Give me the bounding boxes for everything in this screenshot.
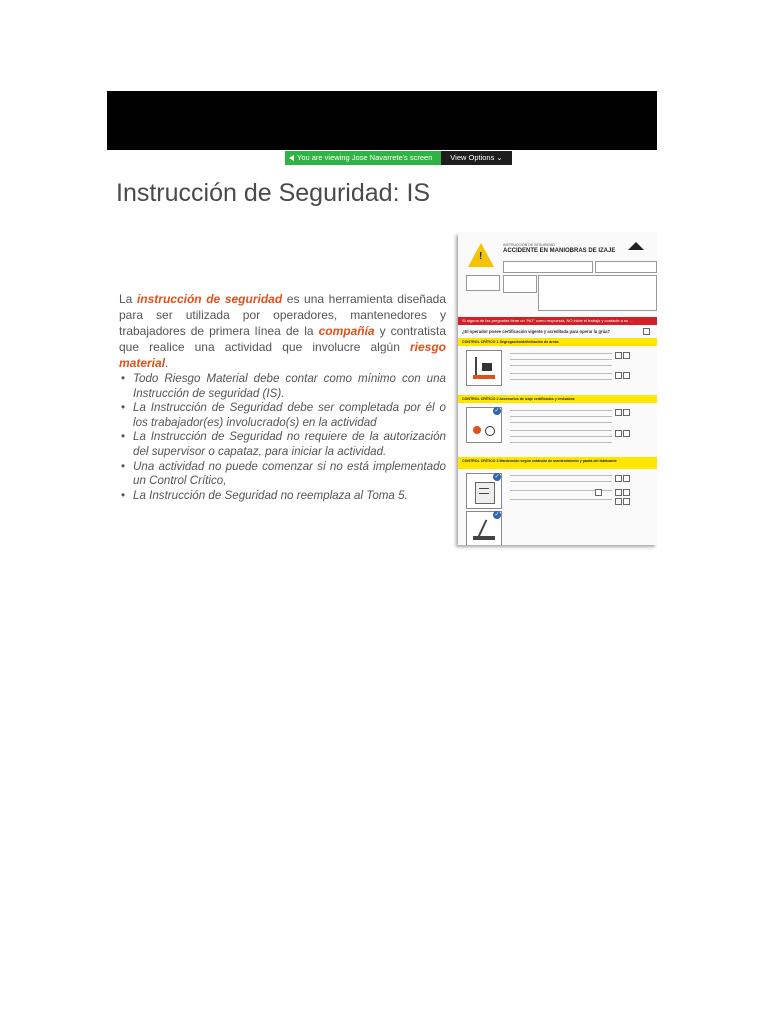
viewing-text: You are viewing Jose Navarrete's screen bbox=[297, 153, 433, 162]
shared-screen-capture bbox=[107, 91, 657, 569]
form-question: ¿El operador posee certificación vigente y acreditada para operar la grúa? bbox=[462, 329, 611, 334]
view-options-button[interactable]: View Options ⌄ bbox=[441, 151, 512, 165]
bullet-item: • La Instrucción de Seguridad no reemplaza al Toma 5. bbox=[119, 489, 446, 504]
calendar-icon bbox=[466, 275, 500, 291]
form-warning-bar: Si alguna de las preguntas tiene un "NO" como respuesta, NO inicie el trabajo y contacte a su ... bbox=[458, 317, 657, 325]
check-icon: ✓ bbox=[494, 512, 500, 518]
checkbox bbox=[643, 328, 650, 335]
critical-control-bar: CONTROL CRÍTICO 1 Segregación/delimitación de áreas bbox=[458, 338, 657, 346]
form-field bbox=[595, 261, 657, 273]
check-icon: ✓ bbox=[494, 408, 500, 414]
viewing-indicator bbox=[285, 151, 441, 165]
check-icon: ✓ bbox=[494, 474, 500, 480]
safety-form-image: ! INSTRUCCIÓN DE SEGURIDAD ACCIDENTE EN MANIOBRAS DE IZAJE Si alguna de las preguntas tiene un "NO" como respuesta, NO inicie el trabajo y contacte a su ... ¿El operador posee certificación vigente y acreditada para operar la grúa? CONTROL CRÍTICO 1 Segregación/delimitación de áreas CONTROL CRÍTICO 2 Accesorios de izaje certificados y revisados ✓ CONTROL CRÍTICO 3 Mantención según estándar de mantenimiento y pauta del fabricante ✓ ✓ bbox=[458, 233, 657, 545]
intro-emphasis: instrucción de seguridad bbox=[136, 292, 283, 306]
critical-control-bar: CONTROL CRÍTICO 3 Mantención según estándar de mantenimiento y pauta del fabricante bbox=[458, 457, 657, 469]
intro-emphasis: compañía bbox=[318, 324, 375, 338]
form-field bbox=[503, 261, 593, 273]
zoom-viewing-bar bbox=[107, 150, 657, 167]
zoom-top-bar bbox=[107, 91, 657, 150]
bullet-item: • Todo Riesgo Material debe contar como mínimo con una Instrucción de seguridad (IS). bbox=[119, 372, 446, 401]
bullet-item: • La Instrucción de Seguridad debe ser completada por él o los trabajador(es) involucrado(s) en la actividad bbox=[119, 401, 446, 430]
barrier-icon bbox=[466, 350, 502, 386]
slide-intro-paragraph: La instrucción de seguridad es una herramienta diseñada para ser utilizada por operadores, mantenedores y trabajadores de primera línea de la compañía y contratista que realice una actividad que involucre algún riesgo material. bbox=[119, 292, 446, 370]
bullet-item: • Una actividad no puede comenzar si no está implementado un Control Crítico, bbox=[119, 460, 446, 489]
form-subtitle: INSTRUCCIÓN DE SEGURIDAD bbox=[503, 243, 555, 247]
form-field bbox=[503, 275, 537, 293]
presentation-slide bbox=[107, 167, 657, 569]
slide-bullet-list bbox=[119, 372, 446, 503]
slide-title: Instrucción de Seguridad: IS bbox=[116, 179, 431, 207]
form-field bbox=[538, 275, 657, 311]
speaker-icon bbox=[289, 155, 294, 161]
bullet-item: • La Instrucción de Seguridad no requiere de la autorización del supervisor o capataz, para iniciar la actividad. bbox=[119, 430, 446, 459]
form-heading: ACCIDENTE EN MANIOBRAS DE IZAJE bbox=[503, 248, 616, 254]
intro-emphasis: riesgo material bbox=[119, 340, 446, 370]
company-logo-icon bbox=[628, 242, 644, 250]
critical-control-bar: CONTROL CRÍTICO 2 Accesorios de izaje certificados y revisados bbox=[458, 395, 657, 403]
